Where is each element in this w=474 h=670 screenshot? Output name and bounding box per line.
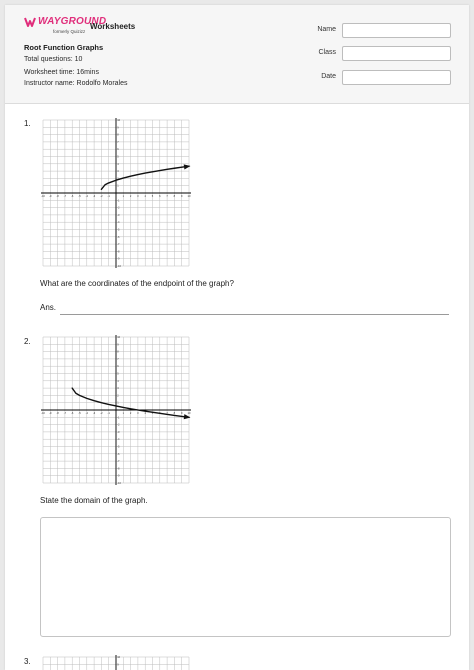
x-tick-label: -8 (56, 412, 59, 415)
worksheet-header (5, 5, 469, 104)
x-tick-label: -3 (92, 195, 96, 198)
question-1-answer-label: Ans. (40, 303, 57, 312)
class-field[interactable] (342, 46, 451, 61)
x-tick-label: 8 (173, 412, 176, 415)
question-2-answer-box[interactable] (40, 517, 451, 637)
y-tick-label: -8 (117, 467, 120, 471)
question-3-graph (39, 653, 191, 670)
question-1-answer-line[interactable] (60, 314, 449, 315)
x-tick-label: 4 (144, 412, 146, 415)
question-1-text: What are the coordinates of the endpoint of the graph? (40, 279, 234, 288)
y-tick-label: -4 (117, 221, 120, 225)
y-tick-label: 7 (117, 357, 119, 361)
x-tick-label: 2 (129, 412, 132, 415)
y-tick-label: 1 (117, 184, 119, 188)
y-tick-label: -1 (117, 199, 120, 203)
y-tick-label: -3 (117, 430, 120, 434)
series-arrowhead (184, 164, 191, 169)
x-tick-label: 3 (137, 412, 139, 415)
question-1-graph (39, 116, 191, 266)
y-tick-label: -9 (117, 474, 120, 478)
x-tick-label: -3 (92, 412, 96, 415)
name-label: Name (317, 26, 336, 33)
y-tick-label: 5 (117, 155, 119, 159)
y-tick-label: -5 (117, 445, 120, 449)
x-tick-label: 8 (173, 195, 176, 198)
question-2-number: 2. (24, 337, 31, 346)
logo-subtitle: formerly Quizizz (53, 29, 86, 34)
worksheet-title: Root Function Graphs (24, 43, 104, 52)
y-tick-label: -10 (117, 482, 121, 485)
y-tick-label: 2 (117, 394, 119, 398)
x-tick-label: -7 (63, 412, 67, 415)
name-field[interactable] (342, 23, 451, 38)
x-tick-label: 10 (187, 195, 191, 198)
x-tick-label: 2 (129, 195, 132, 198)
y-tick-label: -10 (117, 265, 121, 268)
y-tick-label: 6 (117, 148, 119, 152)
x-tick-label: -4 (85, 195, 88, 198)
x-tick-label: -10 (41, 195, 45, 198)
x-tick-label: -5 (78, 412, 81, 415)
y-tick-label: -7 (117, 460, 120, 464)
instructor-name: Instructor name: Rodolfo Morales (24, 80, 128, 87)
x-tick-label: 10 (187, 412, 191, 415)
x-tick-label: 4 (144, 195, 146, 198)
x-tick-label: -1 (107, 195, 110, 198)
date-field[interactable] (342, 70, 451, 85)
x-tick-label: -6 (71, 195, 74, 198)
x-tick-label: -1 (107, 412, 110, 415)
y-tick-label: 1 (117, 401, 119, 405)
y-tick-label: 4 (117, 379, 119, 383)
y-tick-label: 6 (117, 365, 119, 369)
x-tick-label: -6 (71, 412, 74, 415)
y-tick-label: -5 (117, 228, 120, 232)
x-tick-label: -7 (63, 195, 67, 198)
x-tick-label: 9 (180, 195, 183, 198)
y-tick-label: -6 (117, 452, 120, 456)
y-tick-label: 3 (117, 387, 119, 391)
brand-suffix: Worksheets (90, 22, 136, 31)
y-tick-label: -2 (117, 423, 120, 427)
x-tick-label: 1 (122, 195, 125, 198)
class-label: Class (318, 49, 336, 56)
x-tick-label: 6 (159, 412, 161, 415)
y-tick-label: 8 (117, 133, 119, 137)
x-tick-label: 9 (180, 412, 183, 415)
logo-mark-icon (24, 17, 36, 27)
y-tick-label: 10 (117, 656, 121, 659)
x-tick-label: 7 (166, 412, 168, 415)
x-tick-label: -9 (49, 412, 52, 415)
y-tick-label: 3 (117, 170, 119, 174)
brand-logo (24, 16, 107, 42)
x-tick-label: -8 (56, 195, 59, 198)
x-tick-label: -2 (100, 412, 103, 415)
y-tick-label: 9 (117, 663, 119, 667)
y-tick-label: -2 (117, 206, 120, 210)
y-tick-label: -7 (117, 243, 120, 247)
x-tick-label: 3 (137, 195, 139, 198)
x-tick-label: 7 (166, 195, 168, 198)
x-tick-label: -5 (78, 195, 81, 198)
question-2-text: State the domain of the graph. (40, 496, 148, 505)
y-tick-label: 8 (117, 350, 119, 354)
x-tick-label: -10 (41, 412, 45, 415)
y-tick-label: 10 (117, 119, 121, 122)
y-tick-label: 4 (117, 162, 119, 166)
x-tick-label: 6 (159, 195, 161, 198)
y-tick-label: -3 (117, 213, 120, 217)
x-tick-label: 1 (122, 412, 125, 415)
question-1-number: 1. (24, 119, 31, 128)
y-tick-label: -8 (117, 250, 120, 254)
x-tick-label: -2 (100, 195, 103, 198)
y-tick-label: 10 (117, 336, 121, 339)
x-tick-label: -4 (85, 412, 88, 415)
total-questions: Total questions: 10 (24, 56, 83, 63)
y-tick-label: -1 (117, 416, 120, 420)
question-2-graph (39, 333, 191, 483)
y-tick-label: 9 (117, 126, 119, 130)
x-tick-label: 5 (151, 195, 154, 198)
worksheet-page (5, 5, 469, 670)
logo-wordmark: WAYGROUND (38, 16, 107, 27)
y-tick-label: 7 (117, 140, 119, 144)
worksheet-time: Worksheet time: 16mins (24, 69, 99, 76)
y-tick-label: 2 (117, 177, 119, 181)
y-tick-label: 9 (117, 343, 119, 347)
x-tick-label: -9 (49, 195, 52, 198)
y-tick-label: -6 (117, 235, 120, 239)
x-tick-label: 5 (151, 412, 154, 415)
y-tick-label: -4 (117, 438, 120, 442)
date-label: Date (321, 73, 336, 80)
question-3-number: 3. (24, 657, 31, 666)
y-tick-label: -9 (117, 257, 120, 261)
y-tick-label: 5 (117, 372, 119, 376)
